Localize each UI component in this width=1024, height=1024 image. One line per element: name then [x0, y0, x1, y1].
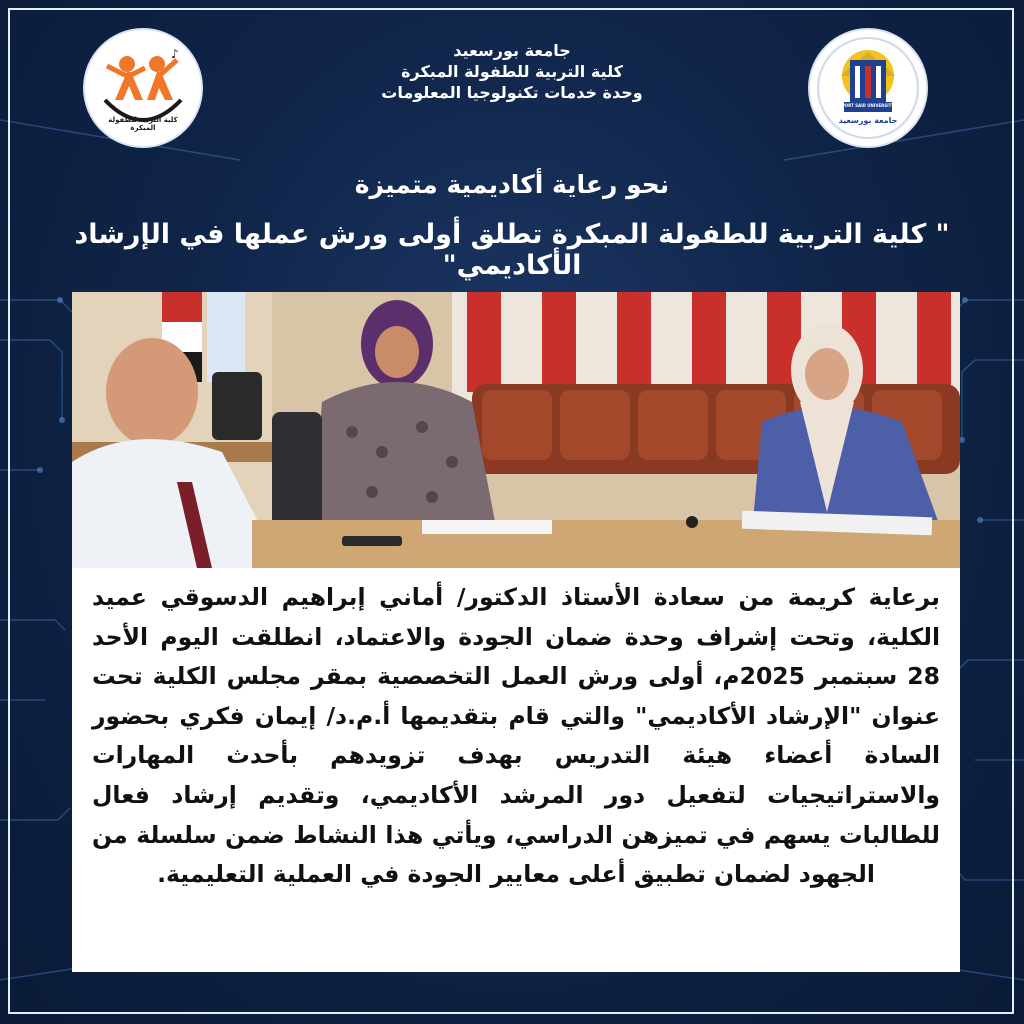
svg-text:♪: ♪ [171, 47, 179, 61]
meeting-scene-illustration [72, 292, 960, 568]
article-paragraph: برعاية كريمة من سعادة الأستاذ الدكتور/ أماني إبراهيم الدسوقي عميد الكلية، وتحت إشراف وحدة ضمان الجودة والاعتماد، انطلقت اليوم الأحد 28 سبتمبر 2025م، أولى ورش العمل التخصصية بمقر مجلس الكلية تحت عنوان "الإرشاد الأكاديمي" والتي قام بتقديمها أ.م.د/ إيمان فكري بحضور السادة أعضاء هيئة التدريس بهدف تزويدهم بأحدث المهارات والاستراتيجيات لتفعيل دور المرشد الأكاديمي، وتقديم إرشاد فعال للطالبات يسهم في تميزهن الدراسي، ويأتي هذا النشاط ضمن سلسلة من الجهود لضمان تطبيق أعلى معايير الجودة في العملية التعليمية. [92, 583, 940, 889]
university-name: جامعة بورسعيد [453, 41, 571, 60]
university-crest-logo-icon [810, 30, 926, 146]
workshop-photo [72, 292, 960, 568]
institution-header [300, 40, 724, 103]
right-logo-caption: جامعة بورسعيد [838, 116, 898, 125]
headline: نحو رعاية أكاديمية متميزة [354, 170, 670, 199]
faculty-logo [85, 30, 201, 146]
unit-name: وحدة خدمات تكنولوجيا المعلومات [381, 83, 643, 102]
left-logo-caption: كلية التربية للطفولة المبكرة [108, 116, 178, 132]
faculty-name: كلية التربية للطفولة المبكرة [401, 62, 623, 81]
subheadline: " كلية التربية للطفولة المبكرة تطلق أولى ورش عملها في الإرشاد الأكاديمي" [74, 219, 950, 281]
right-logo-banner: PORT SAID UNIVERSITY [841, 103, 895, 108]
university-logo [810, 30, 926, 146]
